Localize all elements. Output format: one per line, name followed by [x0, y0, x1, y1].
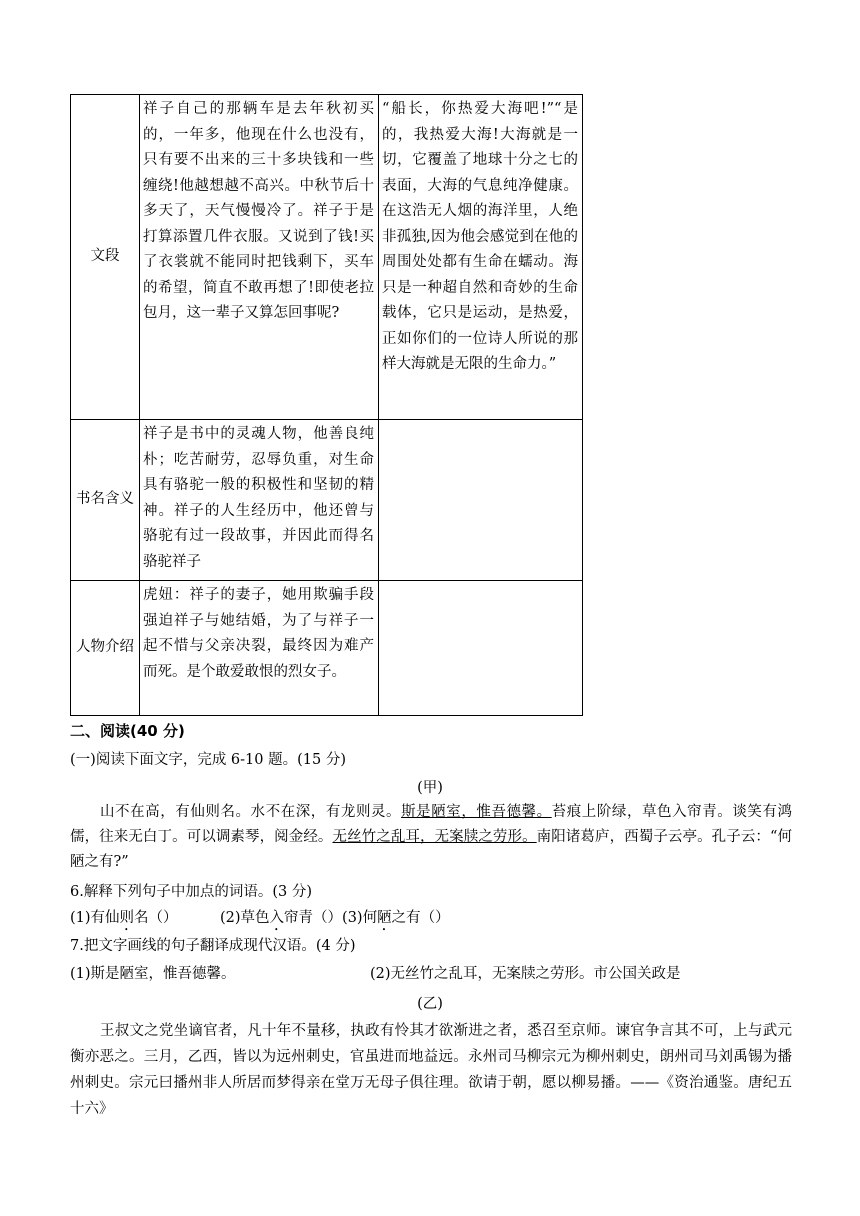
table-cell — [379, 420, 583, 581]
row-header: 书名含义 — [71, 420, 140, 581]
passage-jia-label: (甲) — [417, 780, 443, 796]
passage-yi-label: (乙) — [417, 996, 443, 1012]
question-item — [70, 906, 220, 934]
question-item: (2)无丝竹之乱耳，无案牍之劳形。市公国关政是 — [370, 966, 681, 982]
question-6-stem: 6.解释下列句子中加点的词语。(3 分) — [70, 884, 312, 900]
item-text: 帘青（） — [284, 910, 343, 926]
passage-text: 苔痕上阶绿，草色入帘青。谈笑有鸿儒，往来无白丁。可以调素琴，阅金经。 — [70, 804, 793, 845]
question-item: (1)斯是陋室，惟吾德馨。 — [70, 966, 236, 982]
dotted-word: 陋 — [377, 910, 392, 926]
table-cell: 祥子自己的那辆车是去年秋初买的，一年多，他现在什么也没有，只有要不出来的三十多块钱和一些缠绕!他越想越不高兴。中秋节后十多天了，天气慢慢冷了。祥子于是打算添置几件衣服。又说到了钱!买了衣裳就不能同时把钱剩下，买车的希望，简直不敢再想了!即使老拉包月，这一辈子又算怎回事呢? — [140, 95, 379, 420]
section-heading: 二、阅读(40 分) — [70, 722, 185, 740]
passage-jia — [70, 800, 792, 875]
question-7-items — [70, 962, 792, 987]
section-intro: (一)阅读下面文字，完成 6-10 题。(15 分) — [70, 752, 346, 768]
passage-text: 南阳诸葛庐，西蜀子云亭。孔子云：“何陋之有?” — [70, 829, 792, 870]
item-text: 名（） — [134, 910, 178, 926]
row-header: 人物介绍 — [71, 581, 140, 716]
dotted-word: 则 — [119, 910, 135, 926]
question-item — [342, 906, 450, 934]
underlined-sentence: 无丝竹之乱耳，无案牍之劳形。 — [332, 829, 537, 845]
table-cell — [379, 581, 583, 716]
comparison-table — [70, 94, 583, 716]
dotted-word: 入 — [269, 910, 285, 926]
row-header: 文段 — [71, 95, 140, 420]
question-item — [220, 906, 342, 934]
passage-yi: 王叔文之党坐谪官者，凡十年不量移，执政有怜其才欲渐进之者，悉召至京师。谏官争言其不可，上与武元衡亦恶之。三月，乙西，皆以为远州刺史，官虽进而地益远。永州司马柳宗元为柳州刺史，朗州司马刘禹锡为播州刺史。宗元曰播州非人所居而梦得亲在堂万无母子俱往理。欲请于朝，愿以柳易播。——《资治通鉴。唐纪五十六》 — [70, 1023, 792, 1117]
table-cell: 虎妞：祥子的妻子，她用欺骗手段强迫祥子与她结婚，为了与祥子一起不惜与父亲决裂，最终因为难产而死。是个敢爱敢恨的烈女子。 — [140, 581, 379, 716]
passage-text: 山不在高，有仙则名。水不在深，有龙则灵。 — [100, 804, 402, 820]
table-cell: 祥子是书中的灵魂人物，他善良纯朴；吃苦耐劳，忍辱负重，对生命具有骆驼一般的积极性和坚韧的精神。祥子的人生经历中，他还曾与骆驼有过一段故事，并因此而得名骆驼祥子 — [140, 420, 379, 581]
question-7-stem: 7.把文字画线的句子翻译成现代汉语。(4 分) — [70, 938, 356, 954]
item-text: (3)何 — [342, 910, 378, 926]
table-row — [71, 581, 583, 716]
underlined-sentence: 斯是陋室，惟吾德馨。 — [401, 804, 552, 820]
item-text: (1)有仙 — [70, 910, 120, 926]
question-6-items — [70, 906, 792, 934]
table-row — [71, 420, 583, 581]
item-text: 之有（） — [391, 910, 450, 926]
table-cell: “船长，你热爱大海吧!”“是的，我热爱大海!大海就是一切，它覆盖了地球十分之七的表面，大海的气息纯净健康。在这浩无人烟的海洋里，人绝非孤独,因为他会感觉到在他的周围处处都有生命在蠕动。海只是一种超自然和奇妙的生命载体，它只是运动，是热爱，正如你们的一位诗人所说的那样大海就是无限的生命力。” — [379, 95, 583, 420]
table-row — [71, 95, 583, 420]
item-text: (2)草色 — [220, 910, 270, 926]
